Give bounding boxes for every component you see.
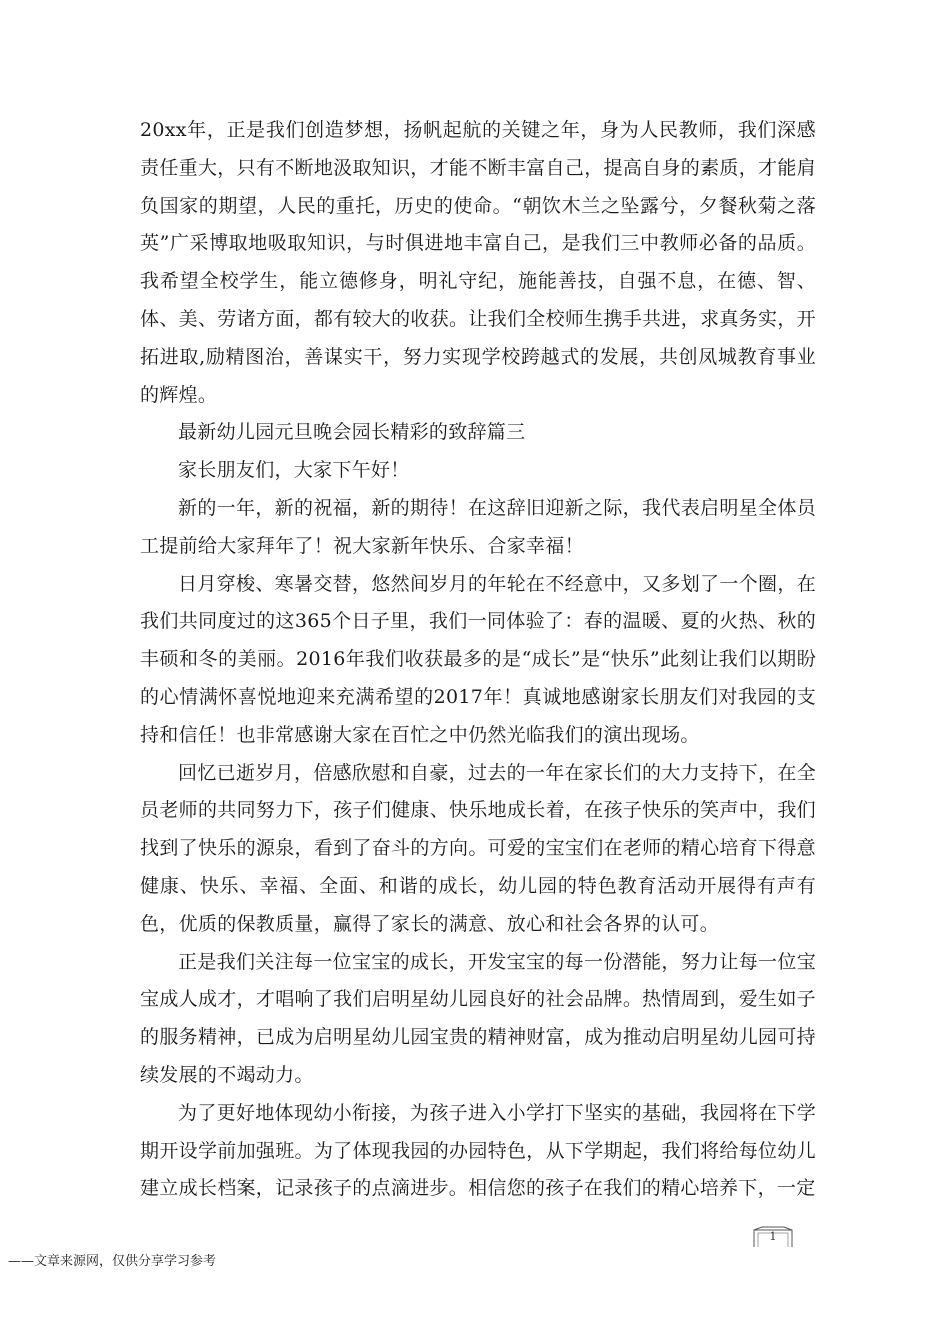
paragraph-memories: 回忆已逝岁月，倍感欣慰和自豪，过去的一年在家长们的大力支持下，在全员老师的共同努力下，孩子们健康、快乐地成长着，在孩子快乐的笑声中，我们找到了快乐的源泉，看到了奋斗的方向。可爱的宝宝们在老师的精心培育下得意健康、快乐、幸福、全面、和谐的成长，幼儿园的特色教育活动开展得有声有色，优质的保教质量，赢得了家长的满意、放心和社会各界的认可。 (140, 761, 816, 935)
paragraph-seasons: 日月穿梭、寒暑交替，悠然间岁月的年轮在不经意中，又多划了一个圈，在我们共同度过的这365个日子里，我们一同体验了：春的温暖、夏的火热、秋的丰硕和冬的美丽。2016年我们收获最多的是“成长”是“快乐”此刻让我们以期盼的心情满怀喜悦地迎来充满希望的2017年！真诚地感谢家长朋友们对我园的支持和信任！也非常感谢大家在百忙之中仍然光临我们的演出现场。 (140, 572, 816, 746)
section-heading: 最新幼儿园元旦晚会园长精彩的致辞篇三 (178, 421, 526, 444)
greeting-paragraph: 家长朋友们，大家下午好！ (178, 459, 410, 482)
paragraph-brand: 正是我们关注每一位宝宝的成长，开发宝宝的每一份潜能，努力让每一位宝宝成人成才，才唱响了我们启明星幼儿园良好的社会品牌。热情周到，爱生如子的服务精神，已成为启明星幼儿园宝贵的精神财富，成为推动启明星幼儿园可持续发展的不竭动力。 (140, 950, 816, 1086)
paragraph-new-year: 新的一年，新的祝福，新的期待！在这辞旧迎新之际，我代表启明星全体员工提前给大家拜年了！祝大家新年快乐、合家幸福！ (140, 496, 816, 557)
paragraph-intro-continued: 20xx年，正是我们创造梦想，扬帆起航的关键之年，身为人民教师，我们深感责任重大，只有不断地汲取知识，才能不断丰富自己，提高自身的素质，才能肩负国家的期望，人民的重托，历史的使命。“朝饮木兰之坠露兮，夕餐秋菊之落英”广采博取地吸取知识，与时俱进地丰富自己，是我们三中教师必备的品质。我希望全校学生，能立德修身，明礼守纪，施能善技，自强不息，在德、智、体、美、劳诸方面，都有较大的收获。让我们全校师生携手共进，求真务实，开拓进取,励精图治，善谋实干，努力实现学校跨越式的发展，共创凤城教育事业的辉煌。 (140, 119, 816, 406)
source-note: ——文章来源网，仅供分享学习参考 (8, 1254, 217, 1269)
page-number: 1 (769, 1230, 777, 1243)
document-body (140, 112, 816, 1208)
page-number-badge (750, 1226, 796, 1248)
paragraph-plans: 为了更好地体现幼小衔接，为孩子进入小学打下坚实的基础，我园将在下学期开设学前加强班。为了体现我园的办园特色，从下学期起，我们将给每位幼儿建立成长档案，记录孩子的点滴进步。相信您的孩子在我们的精心培养下，一定 (140, 1101, 816, 1200)
